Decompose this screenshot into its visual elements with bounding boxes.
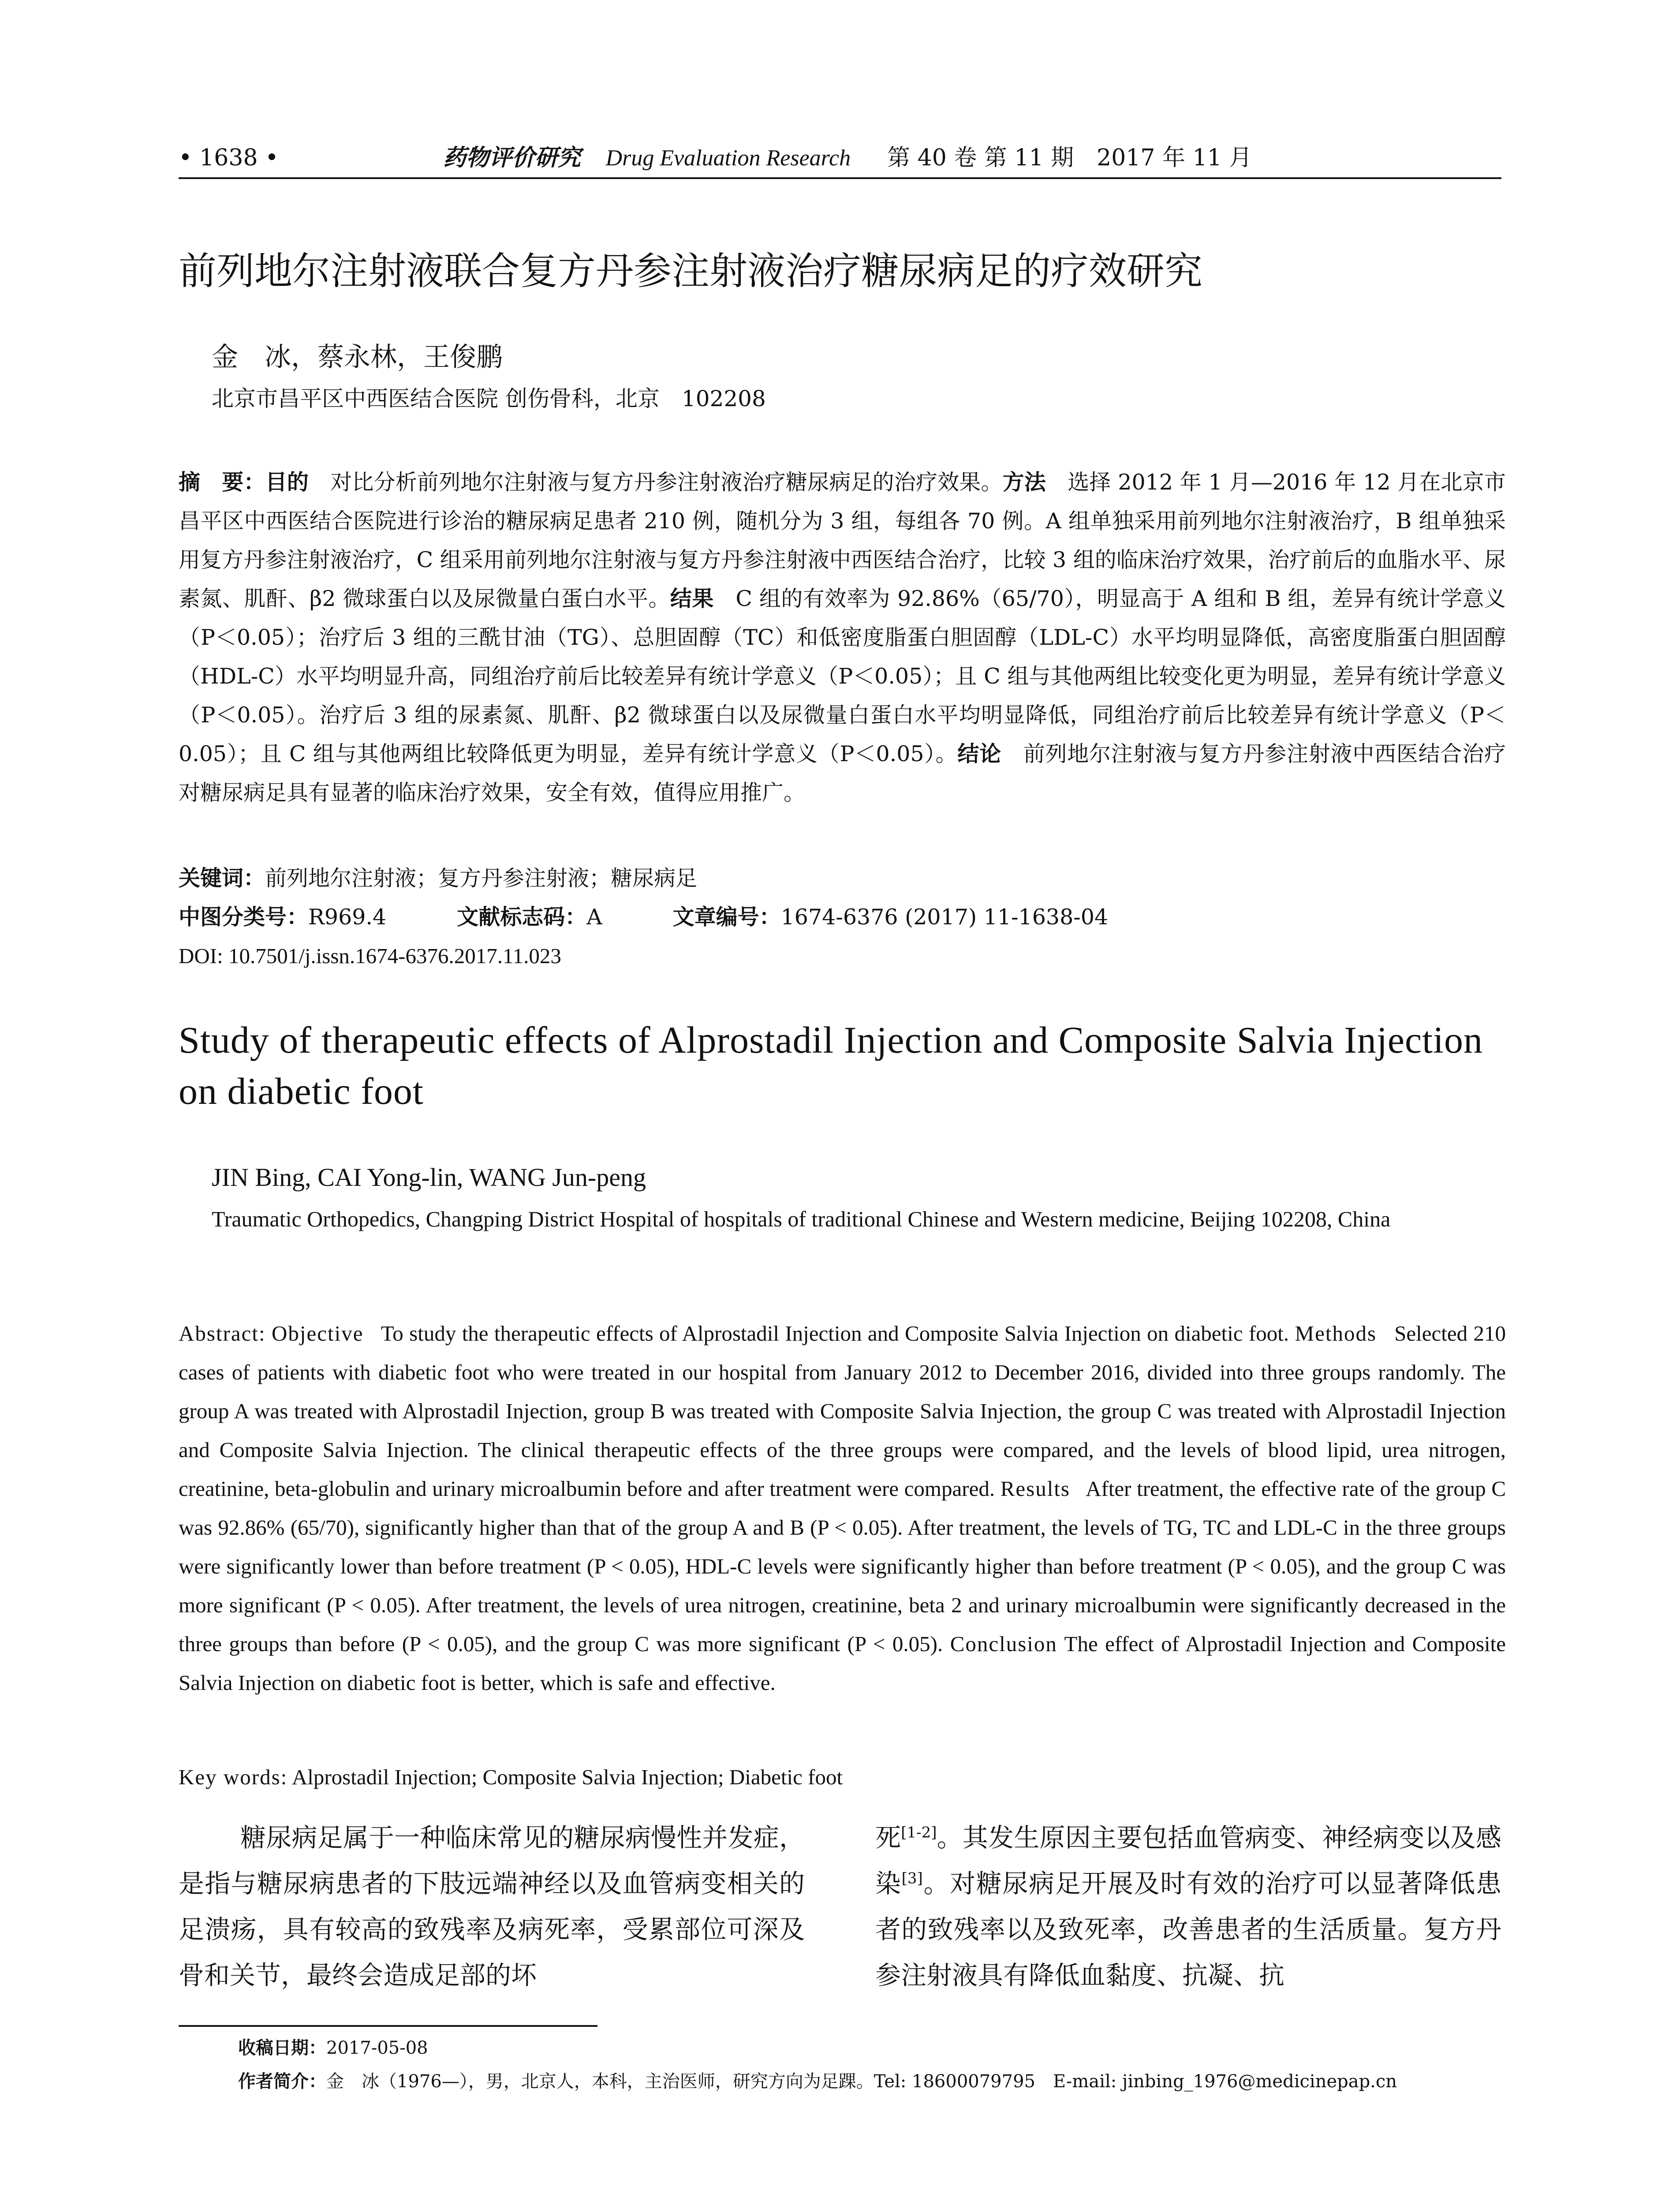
keywords-label-en: Key words: (179, 1765, 288, 1789)
footnote-received (238, 2034, 428, 2062)
conclusion-label-cn: 结论 (957, 741, 1001, 766)
received-date: 2017-05-08 (326, 2038, 428, 2058)
results-label-cn: 结果 (670, 586, 714, 611)
keywords-label-cn: 关键词： (179, 866, 265, 891)
objective-label-cn: 目的 (265, 470, 309, 495)
methods-en: Selected 210 cases of patients with diabetic foot who were treated in our hospital from January 2012 to December 2016, divided into three groups randomly. The group A was treated with Alprostadil Injection, group B was treated with Composite Salvia Injection, the group C was treated with Alprostadil Injection and Composite Salvia Injection. The clinical therapeutic effects of the three groups were compared, and the levels of blood lipid, urea nitrogen, creatinine, beta-globulin and urinary microalbumin before and after treatment were compared. (179, 1321, 1506, 1501)
article-no: 1674-6376 (2017) 11-1638-04 (780, 904, 1109, 930)
abstract-label-en: Abstract: (179, 1321, 266, 1345)
affiliation-cn: 北京市昌平区中西医结合医院 创伤骨科，北京 102208 (212, 386, 766, 411)
body-column-right (875, 1815, 1501, 1998)
affiliation-en: Traumatic Orthopedics, Changping District Hospital of hospitals of traditional Chinese and Western medicine, Beijing 102208, China (212, 1207, 1391, 1231)
footnote-author (238, 2067, 1397, 2096)
body-right-part-2: 。其发生原因主要包括血管病变、神经病变以及感染 (875, 1823, 1501, 1899)
paper-title-cn: 前列地尔注射液联合复方丹参注射液治疗糖尿病足的疗效研究 (179, 249, 1202, 293)
results-cn: C 组的有效率为 92.86%（65/70），明显高于 A 组和 B 组，差异有统计学意义（P＜0.05）；治疗后 3 组的三酰甘油（TG）、总胆固醇（TC）和低密度脂蛋白胆固醇（LDL-C）水平均明显降低，高密度脂蛋白胆固醇（HDL-C）水平均明显升高，同组治疗前后比较差异有统计学意义（P＜0.05）；且 C 组与其他两组比较变化更为明显，差异有统计学意义（P＜0.05）。治疗后 3 组的尿素氮、肌酐、β2 微球蛋白以及尿微量白蛋白水平均明显降低，同组治疗前后比较差异有统计学意义（P＜0.05）；且 C 组与其他两组比较降低更为明显，差异有统计学意义（P＜0.05）。 (179, 586, 1506, 766)
objective-cn: 对比分析前列地尔注射液与复方丹参注射液治疗糖尿病足的治疗效果。 (309, 470, 1003, 495)
classification-line (179, 900, 1108, 935)
running-header (179, 140, 1501, 176)
body-right-part-1: 死 (875, 1823, 901, 1853)
keywords-cn (179, 861, 697, 896)
conclusion-cn: 前列地尔注射液与复方丹参注射液中西医结合治疗对糖尿病足具有显著的临床治疗效果，安全有效，值得应用推广。 (179, 741, 1506, 805)
citation-3: [3] (901, 1869, 923, 1887)
authors-cn: 金 冰，蔡永林，王俊鹏 (212, 342, 503, 373)
doc-code: A (586, 904, 602, 930)
abstract-cn (179, 463, 1506, 812)
body-right-part-3: 。对糖尿病足开展及时有效的治疗可以显著降低患者的致残率以及致死率，改善患者的生活质量。复方丹参注射液具有降低血黏度、抗凝、抗 (875, 1869, 1501, 1990)
citation-1-2: [1-2] (901, 1824, 937, 1842)
header-rule (179, 177, 1501, 179)
doi-line: DOI: 10.7501/j.issn.1674-6376.2017.11.023 (179, 944, 561, 968)
issue-info: 第 40 卷 第 11 期 2017 年 11 月 (887, 145, 1252, 171)
footnote-rule (179, 2025, 597, 2027)
journal-name-cn: 药物评价研究 (443, 144, 581, 171)
journal-name-en: Drug Evaluation Research (605, 146, 851, 171)
keywords-text-en: Alprostadil Injection; Composite Salvia Injection; Diabetic foot (291, 1765, 843, 1789)
paper-title-en: Study of therapeutic effects of Alprostadil Injection and Composite Salvia Injection on diabetic foot (179, 1019, 1483, 1112)
doc-code-label: 文献标志码： (457, 904, 587, 930)
author-bio-label: 作者简介： (238, 2071, 326, 2092)
methods-label-en: Methods (1295, 1321, 1377, 1345)
conclusion-label-en: Conclusion (950, 1632, 1057, 1656)
conclusion-en: The effect of Alprostadil Injection and Composite Salvia Injection on diabetic foot is better, which is safe and effective. (179, 1632, 1506, 1695)
methods-label-cn: 方法 (1002, 470, 1046, 495)
author-bio: 金 冰（1976—），男，北京人，本科，主治医师，研究方向为足踝。Tel: 18600079795 E-mail: jinbing_1976@medicinepap.cn (326, 2071, 1397, 2092)
results-en: After treatment, the effective rate of the group C was 92.86% (65/70), significantly higher than that of the group A and B (P < 0.05). After treatment, the levels of TG, TC and LDL-C in the three groups were significantly lower than before treatment (P < 0.05), HDL-C levels were significantly higher than before treatment (P < 0.05), and the group C was more significant (P < 0.05). After treatment, the levels of urea nitrogen, creatinine, beta 2 and urinary microalbumin were significantly decreased in the three groups than before (P < 0.05), and the group C was more significant (P < 0.05). (179, 1476, 1506, 1656)
clc-number: R969.4 (308, 904, 387, 930)
methods-cn: 选择 2012 年 1 月—2016 年 12 月在北京市昌平区中西医结合医院进行诊治的糖尿病足患者 210 例，随机分为 3 组，每组各 70 例。A 组单独采用前列地尔注射液治疗，B 组单独采用复方丹参注射液治疗，C 组采用前列地尔注射液与复方丹参注射液中西医结合治疗，比较 3 组的临床治疗效果，治疗前后的血脂水平、尿素氮、肌酐、β2 微球蛋白以及尿微量白蛋白水平。 (179, 470, 1506, 611)
received-label: 收稿日期： (238, 2038, 326, 2058)
results-label-en: Results (1000, 1476, 1070, 1501)
abstract-en (179, 1314, 1506, 1702)
body-column-left: 糖尿病足属于一种临床常见的糖尿病慢性并发症，是指与糖尿病患者的下肢远端神经以及血管病变相关的足溃疡，具有较高的致残率及病死率，受累部位可深及骨和关节，最终会造成足部的坏 (179, 1823, 805, 1990)
clc-label: 中图分类号： (179, 904, 309, 930)
keywords-en (179, 1760, 843, 1795)
objective-en: To study the therapeutic effects of Alprostadil Injection and Composite Salvia Injection on diabetic foot. (381, 1321, 1289, 1345)
objective-label-en: Objective (272, 1321, 364, 1345)
authors-en: JIN Bing, CAI Yong-lin, WANG Jun-peng (212, 1163, 646, 1192)
page-number: • 1638 • (179, 145, 279, 171)
keywords-text-cn: 前列地尔注射液；复方丹参注射液；糖尿病足 (265, 866, 698, 891)
article-no-label: 文章编号： (672, 904, 781, 930)
journal-line (443, 140, 1252, 176)
abstract-label-cn: 摘 要： (179, 470, 265, 495)
